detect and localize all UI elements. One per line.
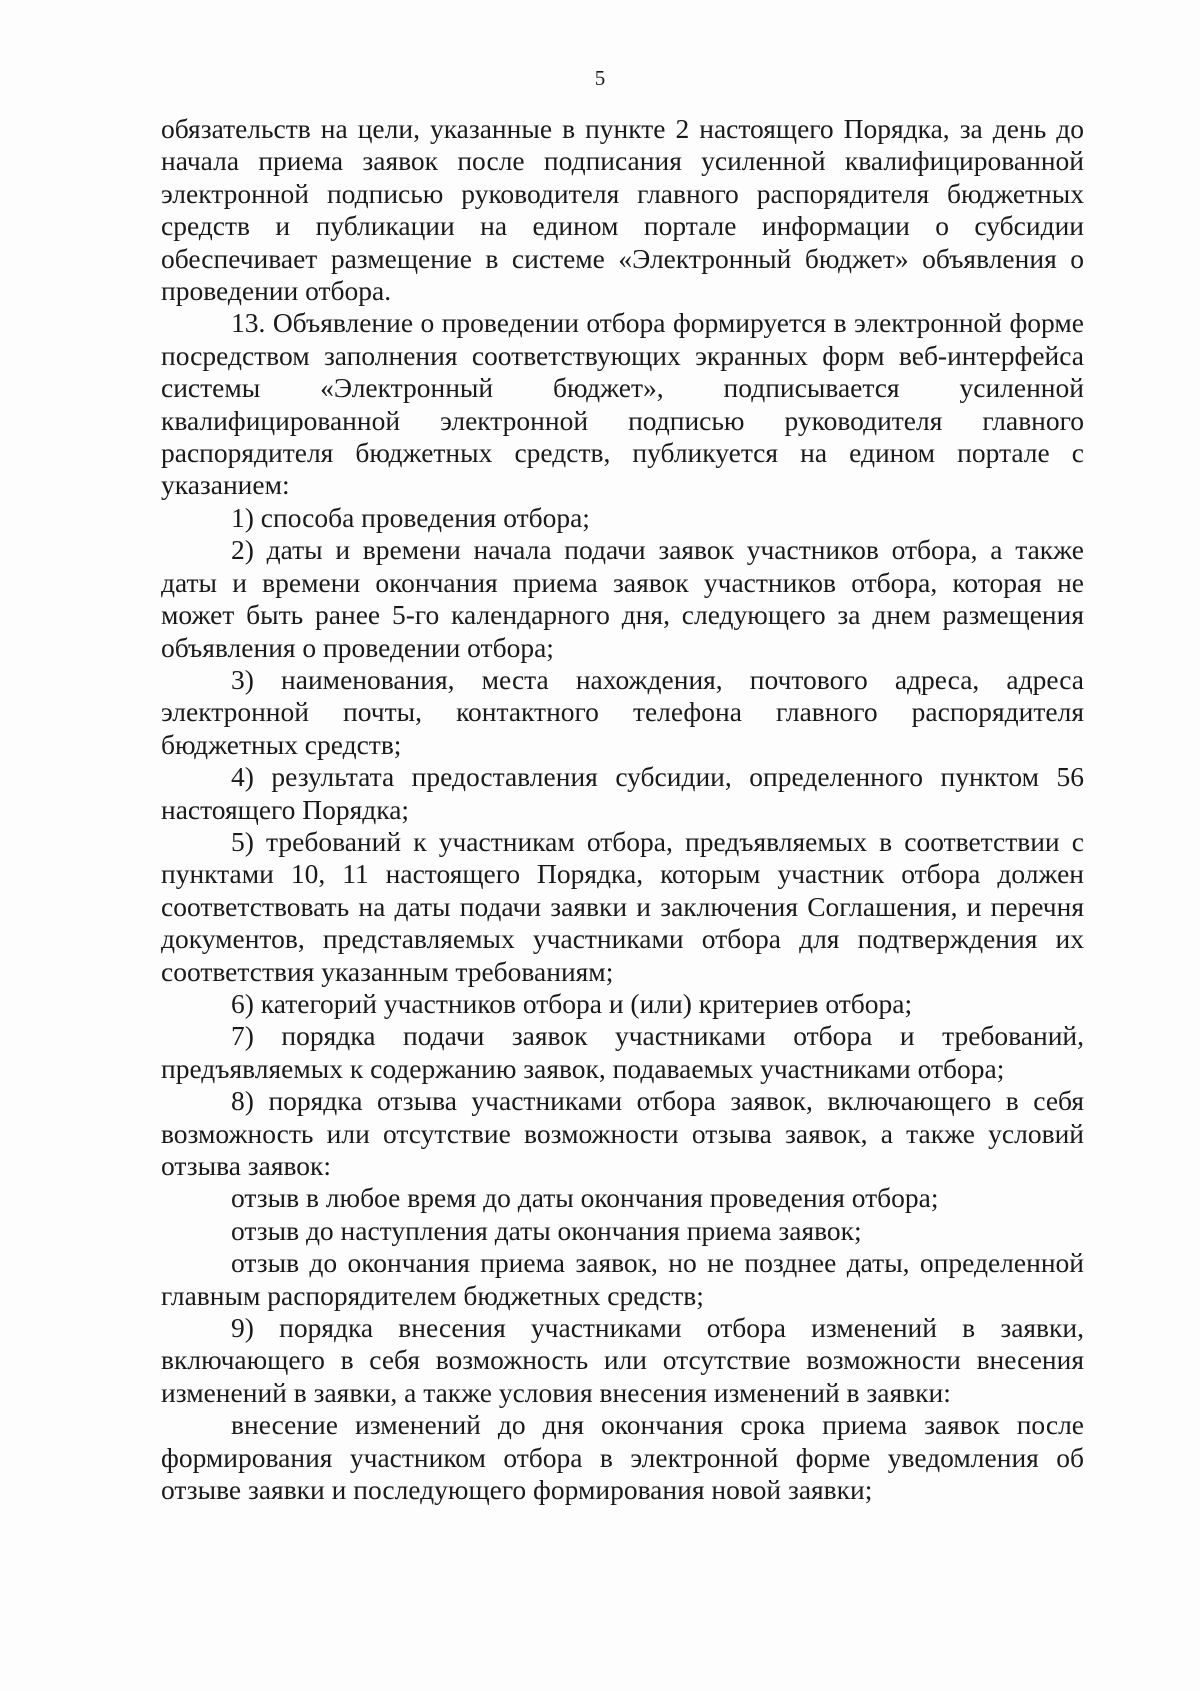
page-number: 5 <box>594 66 606 90</box>
list-item-2: 2) даты и времени начала подачи заявок участников отбора, а также даты и времени окончания приема заявок участников отбора, которая не может быть ранее 5-го календарного дня, следующего за днем размещения объявления о проведении отбора; <box>161 534 1084 663</box>
list-item-5: 5) требований к участникам отбора, предъявляемых в соответствии с пунктами 10, 11 настоящего Порядка, которым участник отбора должен соответствовать на даты подачи заявки и заключения Соглашения, и перечня документов, представляемых участниками отбора для подтверждения их соответствия указанным требованиям; <box>161 825 1084 987</box>
paragraph-clause-13: 13. Объявление о проведении отбора формируется в электронной форме посредством заполнения соответствующих экранных форм веб-интерфейса системы «Электронный бюджет», подписывается усиленной квалифицированной электронной подписью руководителя главного распорядителя бюджетных средств, публикуется на едином портале с указанием: <box>161 307 1084 501</box>
sub-item-withdrawal-before-end: отзыв до окончания приема заявок, но не позднее даты, определенной главным распорядителем бюджетных средств; <box>161 1247 1084 1311</box>
list-item-1: 1) способа проведения отбора; <box>231 501 590 533</box>
sub-item-withdrawal-before-deadline: отзыв до наступления даты окончания приема заявок; <box>231 1214 862 1246</box>
list-item-8: 8) порядка отзыва участниками отбора заявок, включающего в себя возможность или отсутствие возможности отзыва заявок, а также условий отзыва заявок: <box>161 1085 1084 1181</box>
document-body <box>161 113 1084 1506</box>
list-item-7: 7) порядка подачи заявок участниками отбора и требований, предъявляемых к содержанию заявок, подаваемых участниками отбора; <box>161 1020 1084 1084</box>
list-item-4: 4) результата предоставления субсидии, определенного пунктом 56 настоящего Порядка; <box>161 761 1084 825</box>
list-item-9: 9) порядка внесения участниками отбора изменений в заявки, включающего в себя возможность или отсутствие возможности внесения изменений в заявки, а также условия внесения изменений в заявки: <box>161 1312 1084 1408</box>
paragraph-continuation: обязательств на цели, указанные в пункте 2 настоящего Порядка, за день до начала приема заявок после подписания усиленной квалифицированной электронной подписью руководителя главного распорядителя бюджетных средств и публикации на едином портале информации о субсидии обеспечивает размещение в системе «Электронный бюджет» объявления о проведении отбора. <box>161 113 1084 307</box>
sub-item-amendment: внесение изменений до дня окончания срока приема заявок после формирования участником отбора в электронной форме уведомления об отзыве заявки и последующего формирования новой заявки; <box>161 1409 1084 1506</box>
list-item-3: 3) наименования, места нахождения, почтового адреса, адреса электронной почты, контактного телефона главного распорядителя бюджетных средств; <box>161 663 1084 760</box>
list-item-6: 6) категорий участников отбора и (или) критериев отбора; <box>231 987 913 1019</box>
sub-item-withdrawal-anytime: отзыв в любое время до даты окончания проведения отбора; <box>231 1182 939 1214</box>
